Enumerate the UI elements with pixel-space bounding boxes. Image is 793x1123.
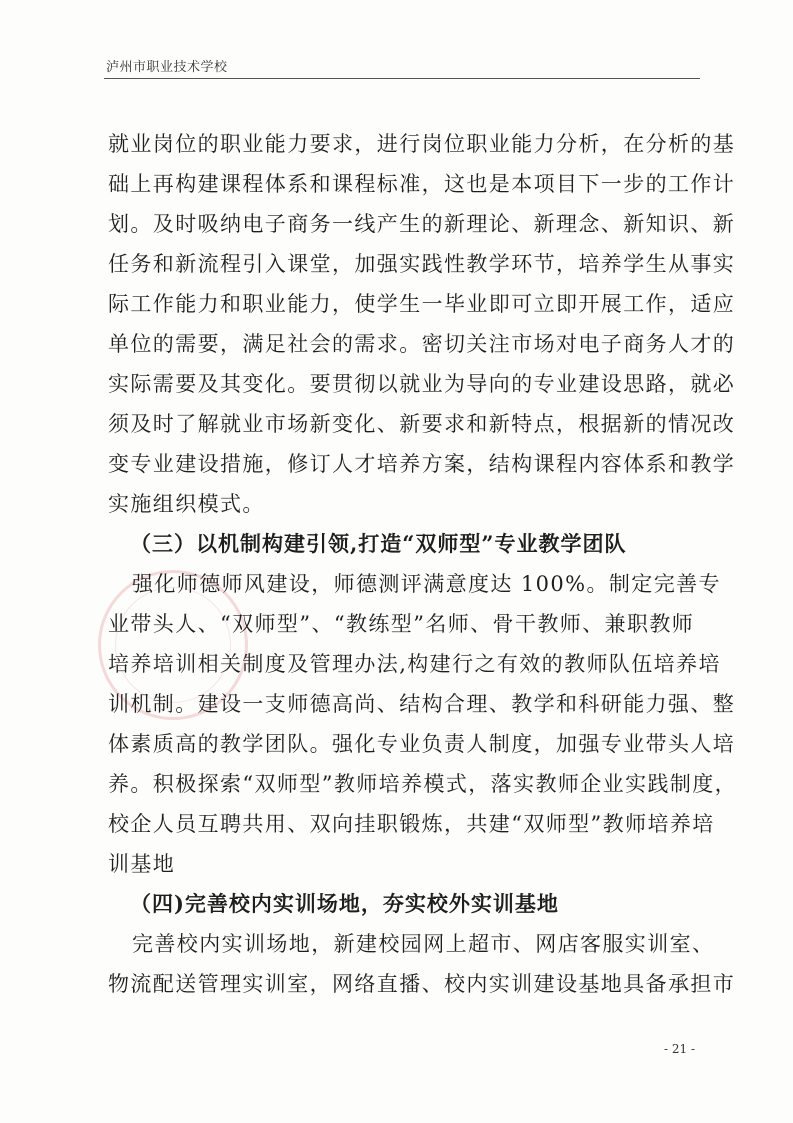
text-line: 划。及时吸纳电子商务一线产生的新理论、新理念、新知识、新 xyxy=(108,212,736,236)
text-line: 训基地 xyxy=(108,852,176,876)
document-body xyxy=(108,124,738,1004)
text-line: 单位的需要，满足社会的需求。密切关注市场对电子商务人才的 xyxy=(108,332,736,356)
text-line: 体素质高的教学团队。强化专业负责人制度，加强专业带头人培 xyxy=(108,732,736,756)
header-divider xyxy=(104,78,700,79)
text-line: 础上再构建课程体系和课程标准，这也是本项目下一步的工作计 xyxy=(108,172,736,196)
text-line: 业带头人、“双师型”、“教练型”名师、骨干教师、兼职教师 xyxy=(108,612,695,636)
text-line: 实际需要及其变化。要贯彻以就业为导向的专业建设思路，就必 xyxy=(108,372,736,396)
text-line: 实施组织模式。 xyxy=(108,492,265,516)
text-line: 强化师德师风建设，师德测评满意度达 100%。制定完善专 xyxy=(132,572,721,596)
text-line: 须及时了解就业市场新变化、新要求和新特点，根据新的情况改 xyxy=(108,412,736,436)
text-line: 就业岗位的职业能力要求，进行岗位职业能力分析，在分析的基 xyxy=(108,132,736,156)
text-line: 物流配送管理实训室，网络直播、校内实训建设基地具备承担市 xyxy=(108,972,736,996)
text-line: 训机制。建设一支师德高尚、结构合理、教学和科研能力强、整 xyxy=(108,692,736,716)
page-header-school-name: 泸州市职业技术学校 xyxy=(106,60,228,75)
text-line: 完善校内实训场地，新建校园网上超市、网店客服实训室、 xyxy=(132,932,715,956)
page-number: - 21 - xyxy=(664,1042,696,1056)
text-line: 任务和新流程引入课堂，加强实践性教学环节，培养学生从事实 xyxy=(108,252,736,276)
text-line: 变专业建设措施，修订人才培养方案，结构课程内容体系和教学 xyxy=(108,452,736,476)
section-heading-4: （四)完善校内实训场地，夯实校外实训基地 xyxy=(130,891,559,916)
text-line: 养。积极探索“双师型”教师培养模式，落实教师企业实践制度， xyxy=(108,772,738,796)
text-line: 际工作能力和职业能力，使学生一毕业即可立即开展工作，适应 xyxy=(108,292,736,316)
section-heading-3: （三）以机制构建引领,打造“双师型”专业教学团队 xyxy=(130,531,627,556)
text-line: 校企人员互聘共用、双向挂职锻炼，共建“双师型”教师培养培 xyxy=(108,812,715,836)
text-line: 培养培训相关制度及管理办法,构建行之有效的教师队伍培养培 xyxy=(108,652,721,676)
